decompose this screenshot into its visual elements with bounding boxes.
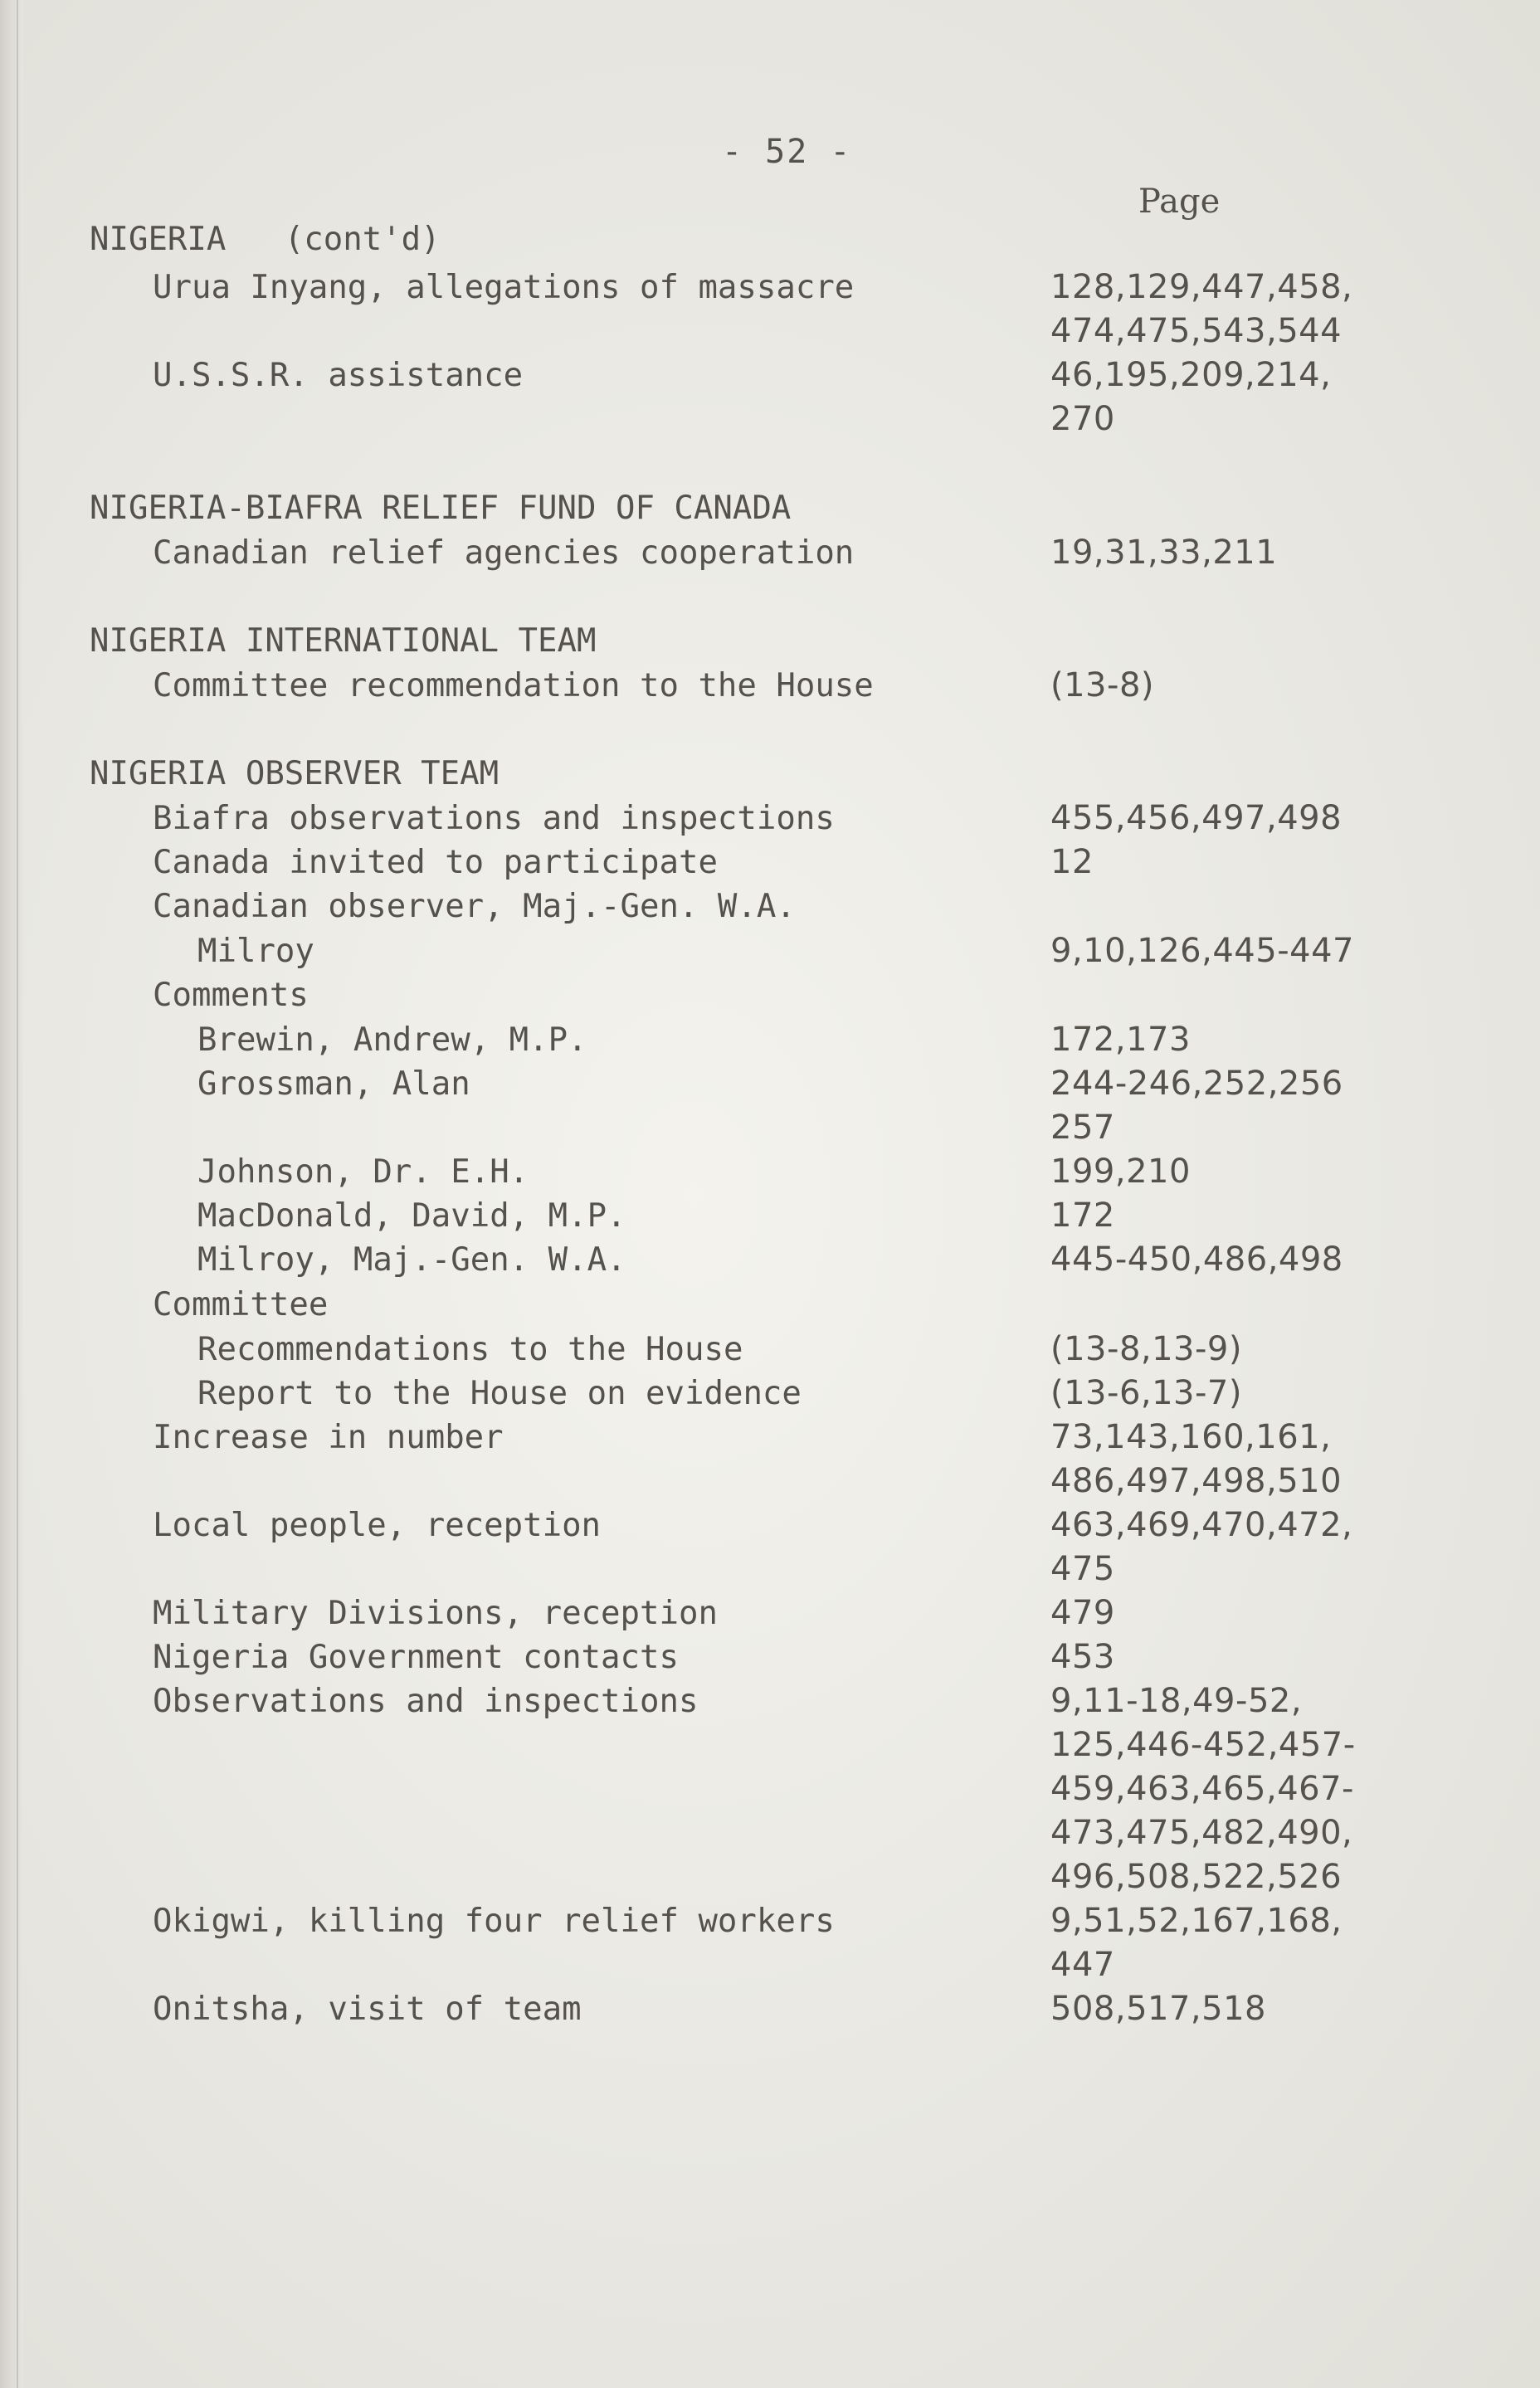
index-page-refs: 447	[1050, 1946, 1115, 1984]
index-page-refs: 486,497,498,510	[1050, 1462, 1343, 1500]
index-page-refs: 172,173	[1050, 1021, 1191, 1059]
index-heading: NIGERIA-BIAFRA RELIEF FUND OF CANADA	[90, 490, 792, 527]
index-heading: NIGERIA (cont'd)	[90, 221, 441, 258]
index-page-refs: 19,31,33,211	[1050, 534, 1278, 572]
index-page-refs: 455,456,497,498	[1050, 799, 1343, 837]
index-entry: MacDonald, David, M.P.	[197, 1197, 626, 1235]
index-entry: Local people, reception	[153, 1507, 602, 1544]
index-entry: Johnson, Dr. E.H.	[197, 1153, 529, 1191]
index-entry: Onitsha, visit of team	[153, 1991, 582, 2028]
index-entry: Recommendations to the House	[197, 1331, 743, 1368]
page-column-header: Page	[1138, 183, 1221, 221]
index-page-refs: 270	[1050, 400, 1115, 438]
binding-edge	[0, 0, 23, 2388]
index-page-refs: 46,195,209,214,	[1050, 356, 1332, 394]
index-page-refs: 9,51,52,167,168,	[1050, 1902, 1343, 1940]
index-entry: Brewin, Andrew, M.P.	[197, 1021, 587, 1059]
index-entry: Military Divisions, reception	[153, 1595, 718, 1632]
index-page-refs: 12	[1050, 843, 1094, 881]
index-page-refs: 453	[1050, 1638, 1115, 1676]
index-entry: Grossman, Alan	[197, 1065, 470, 1103]
index-entry: Increase in number	[153, 1419, 504, 1456]
index-page-refs: 172	[1050, 1196, 1115, 1235]
index-entry: Canadian observer, Maj.-Gen. W.A.	[153, 888, 796, 925]
index-entry: Committee recommendation to the House	[153, 667, 874, 704]
index-page-refs: 473,475,482,490,	[1050, 1814, 1353, 1852]
index-page-refs: 244-246,252,256	[1050, 1065, 1343, 1103]
index-entry: Milroy, Maj.-Gen. W.A.	[197, 1241, 626, 1279]
index-entry: Biafra observations and inspections	[153, 800, 835, 837]
index-entry: U.S.S.R. assistance	[153, 357, 524, 394]
index-page-refs: (13-8,13-9)	[1050, 1330, 1242, 1368]
index-entry: Milroy	[197, 933, 314, 970]
index-page-refs: 9,11-18,49-52,	[1050, 1682, 1303, 1720]
index-page-refs: (13-8)	[1050, 666, 1154, 704]
index-entry: Canada invited to participate	[153, 844, 718, 881]
index-entry: Urua Inyang, allegations of massacre	[153, 269, 855, 306]
index-page-refs: 257	[1050, 1109, 1115, 1147]
index-page-refs: 128,129,447,458,	[1050, 268, 1353, 306]
index-page-refs: 474,475,543,544	[1050, 312, 1343, 350]
index-page-refs: 9,10,126,445-447	[1050, 932, 1354, 970]
index-page-refs: 73,143,160,161,	[1050, 1418, 1332, 1456]
index-page-refs: 479	[1050, 1594, 1115, 1632]
index-entry: Canadian relief agencies cooperation	[153, 534, 855, 572]
index-entry: Committee	[153, 1286, 329, 1323]
index-page-refs: 496,508,522,526	[1050, 1858, 1343, 1896]
index-entry: Report to the House on evidence	[197, 1375, 802, 1412]
index-page-refs: 463,469,470,472,	[1050, 1506, 1353, 1544]
index-entry: Nigeria Government contacts	[153, 1639, 679, 1676]
binding-line	[17, 0, 18, 2388]
index-page-refs: 445-450,486,498	[1050, 1240, 1343, 1279]
index-page-refs: 199,210	[1050, 1153, 1191, 1191]
index-entry: Comments	[153, 977, 309, 1014]
index-heading: NIGERIA OBSERVER TEAM	[90, 755, 500, 792]
index-page-refs: 459,463,465,467-	[1050, 1770, 1354, 1808]
index-page-refs: 475	[1050, 1550, 1115, 1588]
index-entry: Observations and inspections	[153, 1683, 699, 1720]
index-heading: NIGERIA INTERNATIONAL TEAM	[90, 622, 597, 660]
index-page-refs: 508,517,518	[1050, 1990, 1266, 2028]
index-page-refs: (13-6,13-7)	[1050, 1374, 1242, 1412]
index-page-refs: 125,446-452,457-	[1050, 1726, 1356, 1764]
index-entry: Okigwi, killing four relief workers	[153, 1903, 835, 1940]
page-number: - 52 -	[722, 133, 852, 171]
